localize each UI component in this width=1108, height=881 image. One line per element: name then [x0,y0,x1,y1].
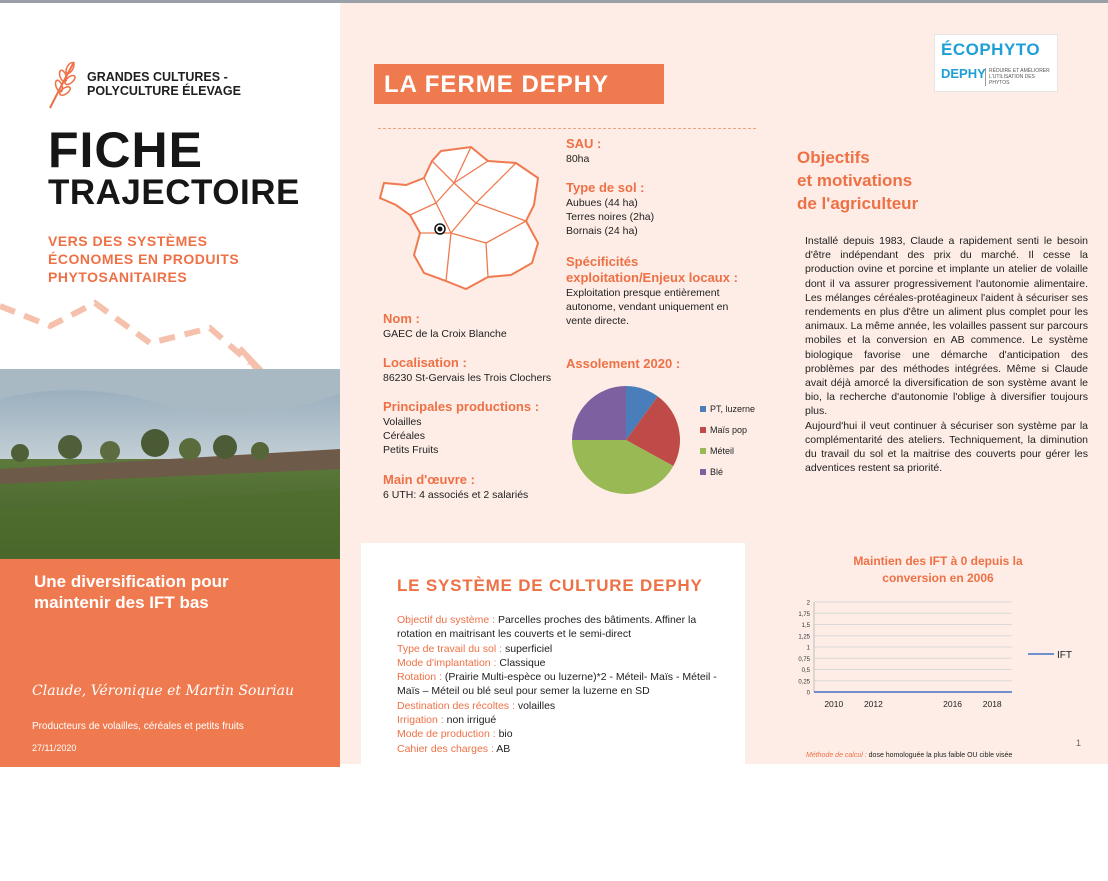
legend-swatch [700,406,706,412]
system-details [397,613,727,756]
category-label [87,70,241,98]
objectives-title [797,146,918,215]
headline-line-1: Une diversification pour [34,572,229,591]
pie-slice [572,386,626,440]
system-row-key: Cahier des charges : [397,742,497,755]
x-tick-label: 2016 [943,699,963,709]
legend-label: Maïs pop [710,424,748,435]
spec-label-line-1: Spécificités [566,254,639,269]
system-row [397,713,727,727]
method-value: dose homologuée la plus faible OU cible visée [868,752,1013,759]
workforce-value: 6 UTH: 4 associés et 2 salariés [383,489,529,501]
soil-value: Terres noires (2ha) [566,211,655,223]
objectives-text [805,234,1088,475]
headline-line-2: maintenir des IFT bas [34,593,209,612]
ferme-banner: LA FERME DEPHY [374,64,664,104]
dashed-separator [378,128,756,129]
producers-description: Producteurs de volailles, céréales et petits fruits [32,721,244,732]
system-row-value: Parcelles proches des bâtiments. Affiner la rotation en maitrisant les couverts et le semi-direct [397,614,697,641]
objectives-paragraph: Aujourd'hui il veut continuer à sécuriser son système par la complémentarité des ateliers. Techniquement, la diminution du travail du sol et la maitrise des couverts pour gérer les adventices restent sa priorité. [805,419,1088,475]
subtitle [48,232,239,286]
workforce-label: Main d'œuvre : [383,472,475,487]
category-line-2: POLYCULTURE ÉLEVAGE [87,84,241,98]
system-row-value: non irrigué [446,714,497,727]
system-row [397,656,727,670]
x-tick-label: 2012 [863,699,883,709]
legend-swatch [700,427,706,433]
left-panel [0,3,340,881]
category-line-1: GRANDES CULTURES - [87,70,228,84]
system-row [397,613,727,642]
y-tick-label: 1,5 [801,623,810,629]
method-label: Méthode de calcul : [806,752,867,759]
objectives-paragraph: Installé depuis 1983, Claude a rapidement senti le besoin d'être indépendant des prix du marché. Il cesse la production ovine et porcine et implante un atelier de volaille dont il va assurer progressivement l'autonomie alimentaire. Les mélanges céréales-protéagineux l'aident à sécuriser ses rendements en plus d'être un aliment plus complet pour les animaux. La même année, les volailles passent sur parcours mobiles et la conversion en AB commence. Le système biologique favorise une démarche d'anticipation des problèmes par des méthodes intégrées. Même si Claude avait déjà amorcé la diversification de son système avant le bio, la recherche d'autonomie l'oblige à diversifier toujours plus. [805,235,1088,418]
legend-item [700,440,755,461]
system-row [397,742,727,756]
location-value: 86230 St-Gervais les Trois Clochers [383,372,552,384]
y-tick-label: 1,75 [798,611,810,618]
legend-swatch [700,448,706,454]
spec-label [566,254,738,286]
system-row-key: Mode d'implantation : [397,656,500,669]
objectives-title-line-3: de l'agriculteur [797,194,919,213]
soil-values [566,196,654,238]
ift-title-line-2: conversion en 2006 [882,571,994,585]
location-label: Localisation : [383,355,467,370]
system-row-value: Classique [499,656,546,669]
legend-item [700,461,755,482]
sau-label: SAU : [566,136,602,151]
system-card [361,543,745,764]
subtitle-line-2: ÉCONOMES EN PRODUITS [48,251,240,267]
legend-item [700,419,755,440]
subtitle-line-1: VERS DES SYSTÈMES [48,233,208,249]
y-tick-label: 0 [806,690,810,697]
system-row-key: Mode de production : [397,728,499,741]
legend-swatch [700,469,706,475]
sau-value: 80ha [566,153,590,165]
france-map [376,143,556,293]
system-row-value: superficiel [504,642,553,655]
page-number: 1 [1076,738,1082,748]
headline-panel [0,559,340,767]
system-row [397,642,727,656]
logo-tagline [985,68,1055,86]
authors: Claude, Véronique et Martin Souriau [32,683,295,699]
production-item: Petits Fruits [383,444,439,456]
system-row [397,670,727,699]
objectives-title-line-2: et motivations [797,171,913,190]
spec-value: Exploitation presque entièrement autonome, vendant uniquement en vente directe. [566,287,729,327]
ecophyto-logo [934,34,1058,92]
legend-label: Méteil [710,445,735,456]
wheat-icon [46,58,80,110]
logo-tagline-2: L'UTILISATION DES PHYTOS [989,74,1035,86]
system-row-key: Irrigation : [397,714,447,727]
soil-value: Bornais (24 ha) [566,225,638,237]
system-row-value: volailles [517,699,556,712]
name-value: GAEC de la Croix Blanche [383,328,507,340]
assolement-label: Assolement 2020 : [566,356,681,371]
y-tick-label: 1 [806,645,810,652]
subtitle-line-3: PHYTOSANITAIRES [48,269,188,285]
y-tick-label: 2 [806,600,810,607]
soil-label: Type de sol : [566,180,645,195]
spec-label-line-2: exploitation/Enjeux locaux : [566,270,738,285]
objectives-title-line-1: Objectifs [797,148,870,167]
legend-label: IFT [1057,650,1072,661]
headline [34,571,314,613]
system-row-key: Rotation : [397,671,445,684]
x-tick-label: 2010 [824,699,844,709]
title-trajectoire: TRAJECTOIRE [48,173,300,212]
system-title: LE SYSTÈME DE CULTURE DEPHY [397,576,703,595]
y-tick-label: 1,25 [798,634,810,641]
production-item: Volailles [383,416,422,428]
productions-list [383,415,438,457]
legend-label: PT, luzerne [710,403,756,414]
system-row-value: bio [498,728,513,741]
logo-tagline-1: RÉDUIRE ET AMÉLIORER [989,68,1050,74]
system-row [397,727,727,741]
logo-network: DEPHY [941,66,986,81]
logo-brand: ÉCOPHYTO [941,40,1041,59]
productions-label: Principales productions : [383,399,540,414]
system-row-value: (Prairie Multi-espèce ou luzerne)*2 - Méteil- Maïs - Méteil - Maïs – Méteil ou blé seul pour semer la luzerne en SD [397,671,717,698]
x-tick-label: 2018 [982,699,1002,709]
legend-label: Blé [710,466,724,477]
system-row-key: Objectif du système : [397,614,498,626]
method-note [806,752,1012,759]
legend-item [700,398,755,419]
photo-credit: ©CIVAM 86 [313,839,322,881]
system-row [397,699,727,713]
ift-line-chart [780,594,1100,718]
y-tick-label: 0,25 [798,679,810,686]
date: 27/11/2020 [32,743,77,753]
name-label: Nom : [383,311,420,326]
ift-chart-title [838,553,1038,587]
y-tick-label: 0,75 [798,656,810,663]
soil-value: Aubues (44 ha) [566,197,638,209]
system-row-key: Type de travail du sol : [397,642,505,655]
production-item: Céréales [383,430,426,442]
system-row-key: Destination des récoltes : [397,699,518,712]
pie-legend [700,398,755,482]
ift-title-line-1: Maintien des IFT à 0 depuis la [853,554,1023,568]
system-row-value: AB [496,742,511,755]
title-fiche: FICHE [48,122,203,178]
y-tick-label: 0,5 [801,668,810,674]
